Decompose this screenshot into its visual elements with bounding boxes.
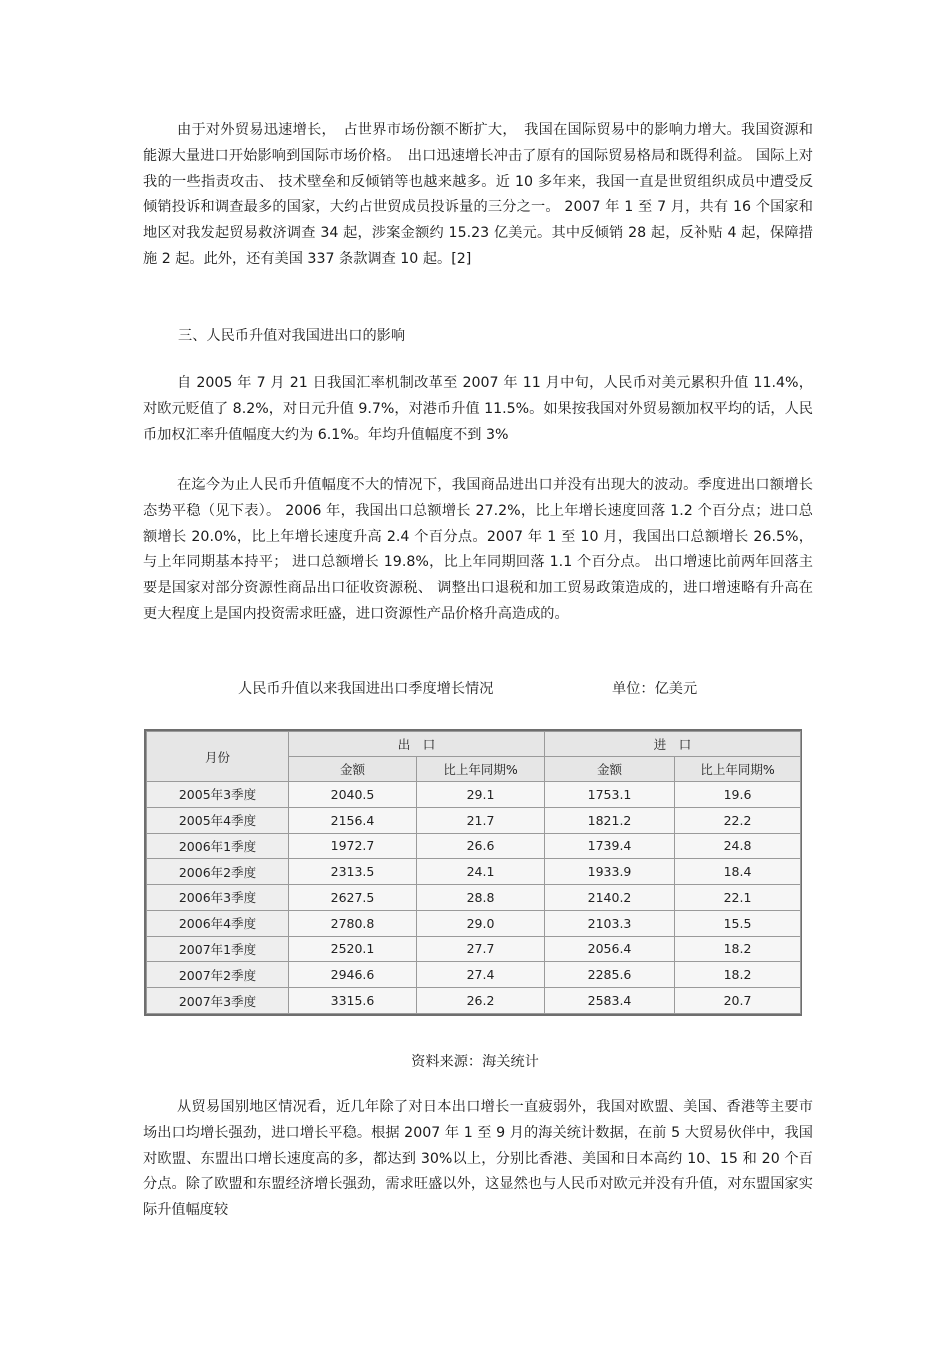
cell-import-yoy: 19.6 — [675, 782, 801, 808]
paragraph-trade-partners: 从贸易国别地区情况看，近几年除了对日本出口增长一直疲弱外，我国对欧盟、美国、香港等主要市场出口均增长强劲，进口增长平稳。根据 2007 年 1 至 9 月的海关统计数据，在前 5 大贸易伙伴中，我国对欧盟、东盟出口增长速度高的多，都达到 30%以上，分别比香港、美国和日本高约 10、15 和 20 个百分点。除了欧盟和东盟经济增长强劲，需求旺盛以外，这显然也与人民币对欧元并没有升值，对东盟国家实际升值幅度较 — [143, 1099, 813, 1219]
header-export-yoy: 比上年同期% — [417, 757, 545, 782]
cell-period: 2006年4季度 — [147, 910, 289, 936]
cell-import-amount: 2583.4 — [545, 988, 675, 1014]
cell-import-yoy: 18.4 — [675, 859, 801, 885]
paragraph-trade-friction: 由于对外贸易迅速增长， 占世界市场份额不断扩大， 我国在国际贸易中的影响力增大。我国资源和能源大量进口开始影响到国际市场价格。 出口迅速增长冲击了原有的国际贸易格局和既得利益。 国际上对我的一些指责攻击、 技术壁垒和反倾销等也越来越多。近 10 多年来，我国一直是世贸组织成员中遭受反倾销投诉和调查最多的国家，大约占世贸成员投诉量的三分之一。 2007 年 1 至 7 月，共有 16 个国家和地区对我发起贸易救济调查 34 起，涉案金额约 15.23 亿美元。其中反倾销 28 起，反补贴 4 起，保障措施 2 起。此外，还有美国 337 条款调查 10 起。[2] — [143, 122, 813, 267]
paragraph-rmb-appreciation: 自 2005 年 7 月 21 日我国汇率机制改革至 2007 年 11 月中旬，人民币对美元累积升值 11.4%，对欧元贬值了 8.2%，对日元升值 9.7%，对港币升值 11.5%。如果按我国对外贸易额加权平均的话，人民币加权汇率升值幅度大约为 6.1%。年均升值幅度不到 3% — [143, 375, 813, 443]
cell-export-yoy: 24.1 — [417, 859, 545, 885]
cell-export-yoy: 21.7 — [417, 807, 545, 833]
header-export-amount: 金额 — [289, 757, 417, 782]
table-caption-unit: 单位：亿美元 — [612, 681, 698, 697]
cell-period: 2007年3季度 — [147, 988, 289, 1014]
cell-period: 2006年1季度 — [147, 833, 289, 859]
cell-import-amount: 2103.3 — [545, 910, 675, 936]
cell-export-amount: 2946.6 — [289, 962, 417, 988]
cell-import-amount: 1821.2 — [545, 807, 675, 833]
cell-import-amount: 1933.9 — [545, 859, 675, 885]
cell-export-yoy: 28.8 — [417, 885, 545, 911]
cell-period: 2006年3季度 — [147, 885, 289, 911]
cell-import-amount: 1739.4 — [545, 833, 675, 859]
table-source: 资料来源：海关统计 — [411, 1054, 539, 1070]
cell-import-yoy: 22.1 — [675, 885, 801, 911]
trade-table-grid — [146, 731, 801, 1014]
cell-import-yoy: 18.2 — [675, 936, 801, 962]
cell-period: 2006年2季度 — [147, 859, 289, 885]
cell-import-yoy: 24.8 — [675, 833, 801, 859]
table-row — [147, 807, 801, 833]
cell-import-yoy: 22.2 — [675, 807, 801, 833]
header-import: 进 口 — [545, 732, 801, 757]
cell-export-yoy: 26.6 — [417, 833, 545, 859]
table-row — [147, 833, 801, 859]
table-row — [147, 936, 801, 962]
cell-export-amount: 2156.4 — [289, 807, 417, 833]
cell-export-amount: 3315.6 — [289, 988, 417, 1014]
cell-export-yoy: 27.4 — [417, 962, 545, 988]
cell-export-yoy: 29.0 — [417, 910, 545, 936]
cell-export-yoy: 27.7 — [417, 936, 545, 962]
cell-import-amount: 2285.6 — [545, 962, 675, 988]
paragraph-trade-stability: 在迄今为止人民币升值幅度不大的情况下，我国商品进出口并没有出现大的波动。季度进出口额增长态势平稳（见下表）。 2006 年，我国出口总额增长 27.2%，比上年增长速度回落 1.2 个百分点；进口总额增长 20.0%，比上年增长速度升高 2.4 个百分点。2007 年 1 至 10 月，我国出口总额增长 26.5%，与上年同期基本持平； 进口总额增长 19.8%，比上年同期回落 1.1 个百分点。 出口增速比前两年回落主要是国家对部分资源性商品出口征收资源税、 调整出口退税和加工贸易政策造成的，进口增速略有升高在更大程度上是国内投资需求旺盛，进口资源性产品价格升高造成的。 — [143, 477, 813, 622]
cell-import-amount: 2140.2 — [545, 885, 675, 911]
cell-import-yoy: 18.2 — [675, 962, 801, 988]
table-caption-title: 人民币升值以来我国进出口季度增长情况 — [238, 681, 494, 697]
cell-import-yoy: 15.5 — [675, 910, 801, 936]
cell-export-amount: 2040.5 — [289, 782, 417, 808]
cell-import-amount: 1753.1 — [545, 782, 675, 808]
cell-period: 2007年1季度 — [147, 936, 289, 962]
cell-import-amount: 2056.4 — [545, 936, 675, 962]
table-row — [147, 910, 801, 936]
cell-import-yoy: 20.7 — [675, 988, 801, 1014]
header-import-amount: 金额 — [545, 757, 675, 782]
cell-export-amount: 2313.5 — [289, 859, 417, 885]
cell-period: 2005年4季度 — [147, 807, 289, 833]
table-row — [147, 988, 801, 1014]
trade-table — [144, 729, 802, 1016]
cell-export-amount: 1972.7 — [289, 833, 417, 859]
header-import-yoy: 比上年同期% — [675, 757, 801, 782]
cell-period: 2007年2季度 — [147, 962, 289, 988]
cell-export-yoy: 29.1 — [417, 782, 545, 808]
table-row — [147, 885, 801, 911]
table-row — [147, 962, 801, 988]
cell-period: 2005年3季度 — [147, 782, 289, 808]
header-period: 月份 — [147, 732, 289, 782]
cell-export-amount: 2520.1 — [289, 936, 417, 962]
cell-export-amount: 2780.8 — [289, 910, 417, 936]
cell-export-yoy: 26.2 — [417, 988, 545, 1014]
section-heading: 三、人民币升值对我国进出口的影响 — [178, 328, 406, 344]
cell-export-amount: 2627.5 — [289, 885, 417, 911]
table-row — [147, 782, 801, 808]
header-export: 出 口 — [289, 732, 545, 757]
table-row — [147, 859, 801, 885]
